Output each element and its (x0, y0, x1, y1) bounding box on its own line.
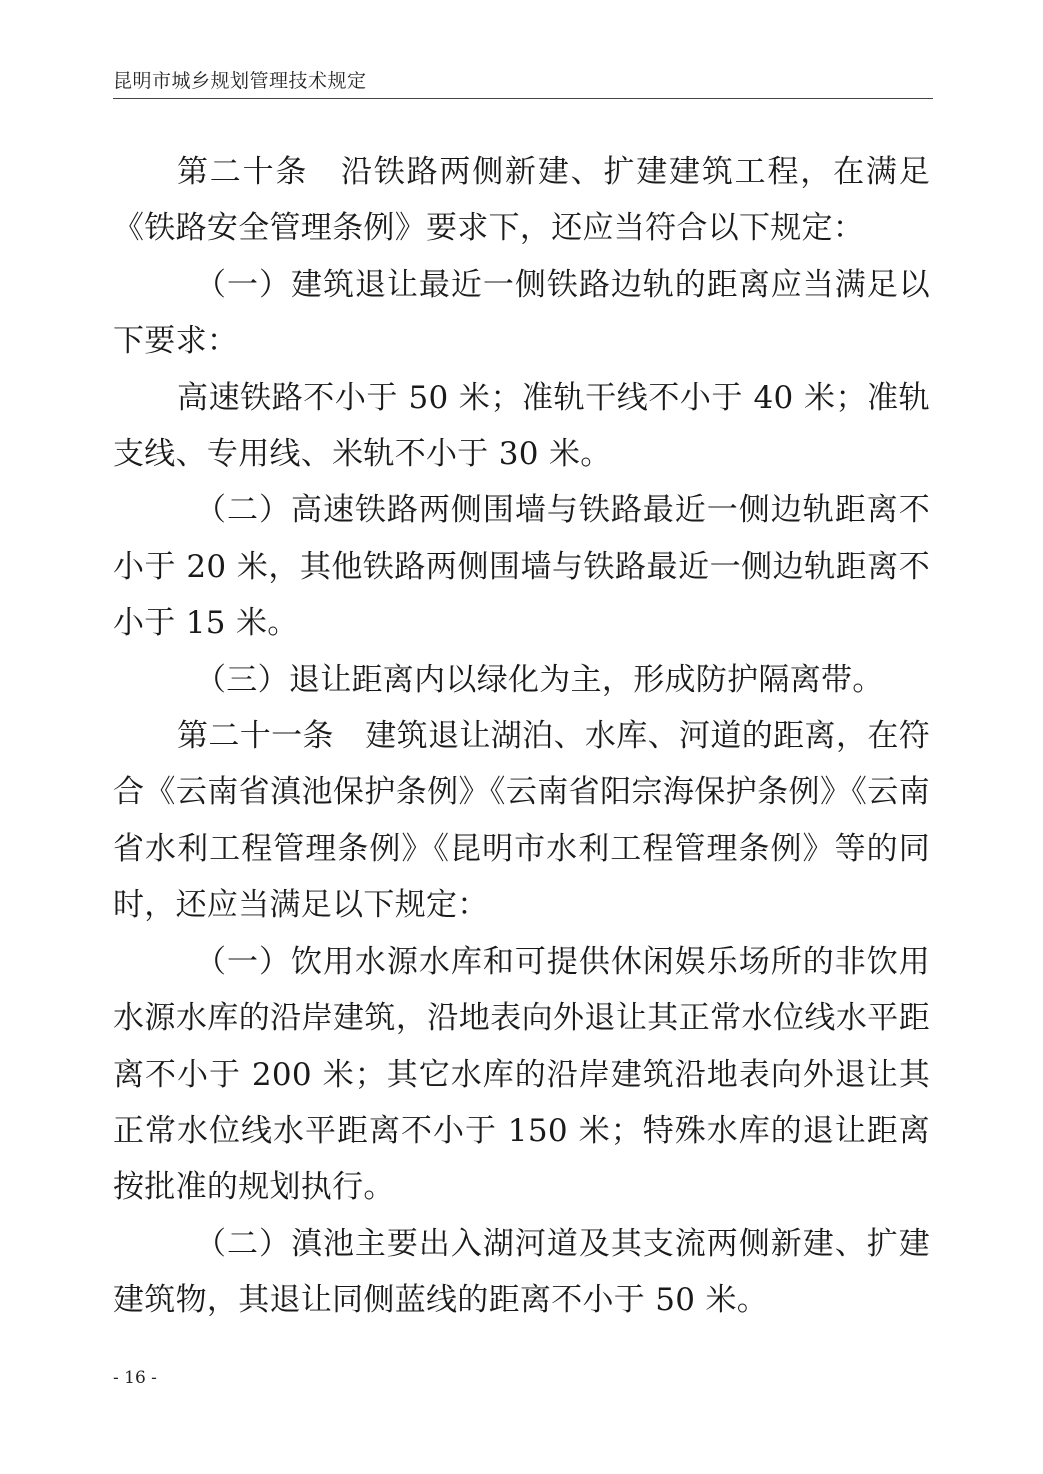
article-20-item-3: （三）退让距离内以绿化为主，形成防护隔离带。 (195, 661, 884, 698)
article-21-item-1: （一）饮用水源水库和可提供休闲娱乐场所的非饮用水源水库的沿岸建筑，沿地表向外退让其正常水位线水平距离不小于 200 米；其它水库的沿岸建筑沿地表向外退让其正常水位线水平距离不小于 150 米；特殊水库的退让距离按批准的规划执行。 (113, 943, 930, 1206)
article-21-paragraph: 第二十一条 建筑退让湖泊、水库、河道的距离，在符合《云南省滇池保护条例》《云南省阳宗海保护条例》《云南省水利工程管理条例》《昆明市水利工程管理条例》等的同时，还应当满足以下规定： (113, 718, 930, 924)
page-number: - 16 - (113, 1368, 157, 1388)
article-21-item-2: （二）滇池主要出入湖河道及其支流两侧新建、扩建建筑物，其退让同侧蓝线的距离不小于 50 米。 (113, 1225, 930, 1319)
document-title: 昆明市城乡规划管理技术规定 (113, 70, 367, 92)
article-20-item-1: （一）建筑退让最近一侧铁路边轨的距离应当满足以下要求： (113, 266, 930, 360)
article-20-item-1-requirements: 高速铁路不小于 50 米；准轨干线不小于 40 米；准轨支线、专用线、米轨不小于 30 米。 (113, 379, 930, 473)
article-20-item-2: （二）高速铁路两侧围墙与铁路最近一侧边轨距离不小于 20 米，其他铁路两侧围墙与铁路最近一侧边轨距离不小于 15 米。 (113, 492, 930, 642)
document-body (113, 144, 930, 1329)
article-20-paragraph: 第二十条 沿铁路两侧新建、扩建建筑工程，在满足《铁路安全管理条例》要求下，还应当符合以下规定： (113, 154, 930, 247)
page-header (113, 64, 933, 99)
